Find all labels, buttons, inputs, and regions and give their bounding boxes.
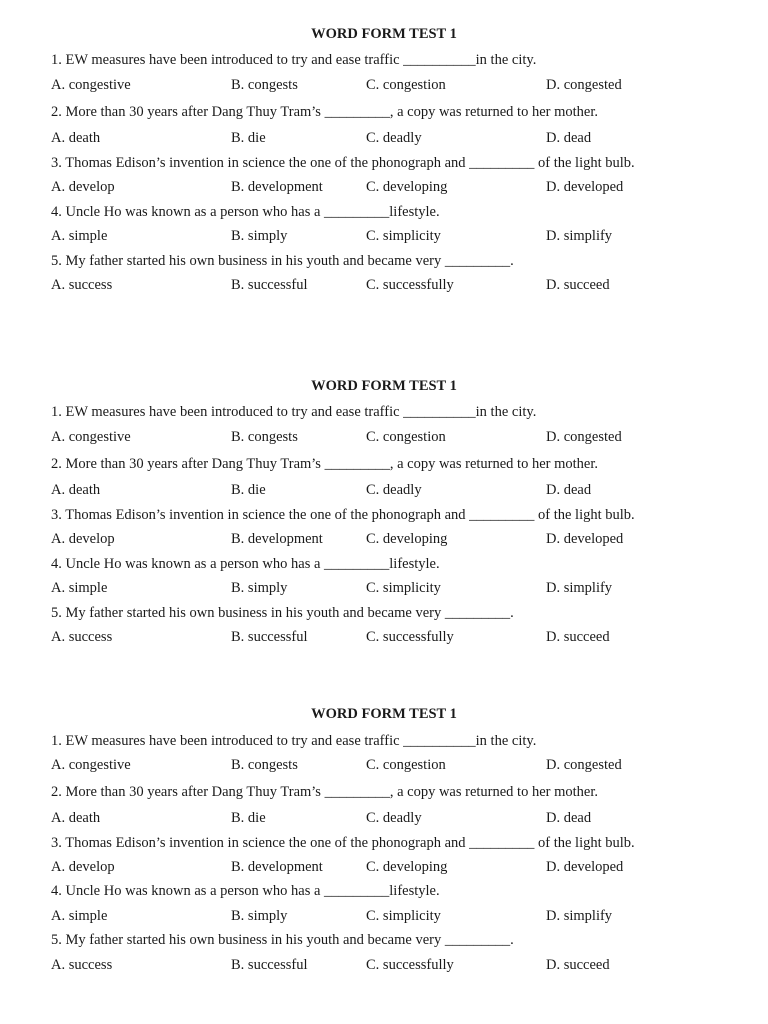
option-b: B. successful [231, 957, 308, 973]
option-c: C. developing [366, 531, 448, 547]
test-title: WORD FORM TEST 1 [311, 378, 457, 394]
question-3: 3. Thomas Edison’s invention in science the one of the phonograph and _________ of the light bulb. [51, 835, 635, 851]
option-b: B. simply [231, 228, 288, 244]
option-b: B. development [231, 531, 323, 547]
option-b: B. die [231, 482, 266, 498]
option-b: B. die [231, 810, 266, 826]
option-a: A. simple [51, 580, 108, 596]
option-c: C. simplicity [366, 580, 441, 596]
option-a: A. simple [51, 228, 108, 244]
question-1: 1. EW measures have been introduced to try and ease traffic __________in the city. [51, 404, 537, 420]
option-c: C. developing [366, 179, 448, 195]
option-a: A. congestive [51, 757, 131, 773]
question-5: 5. My father started his own business in his youth and became very _________. [51, 253, 514, 269]
option-d: D. developed [546, 859, 624, 875]
question-2: 2. More than 30 years after Dang Thuy Tram’s _________, a copy was returned to her mother. [51, 456, 598, 472]
option-d: D. developed [546, 531, 624, 547]
option-d: D. simplify [546, 228, 613, 244]
option-b: B. congests [231, 77, 298, 93]
option-b: B. simply [231, 908, 288, 924]
option-b: B. development [231, 859, 323, 875]
option-d: D. developed [546, 179, 624, 195]
option-b: B. successful [231, 629, 308, 645]
option-a: A. develop [51, 179, 115, 195]
option-b: B. die [231, 130, 266, 146]
option-a: A. develop [51, 859, 115, 875]
option-d: D. succeed [546, 957, 610, 973]
option-d: D. simplify [546, 908, 613, 924]
option-d: D. congested [546, 757, 622, 773]
option-d: D. congested [546, 429, 622, 445]
question-5: 5. My father started his own business in his youth and became very _________. [51, 605, 514, 621]
option-a: A. death [51, 810, 101, 826]
question-5: 5. My father started his own business in his youth and became very _________. [51, 932, 514, 948]
option-d: D. succeed [546, 629, 610, 645]
option-d: D. succeed [546, 277, 610, 293]
option-a: A. congestive [51, 77, 131, 93]
option-a: A. death [51, 130, 101, 146]
question-4: 4. Uncle Ho was known as a person who has a _________lifestyle. [51, 883, 440, 899]
question-2: 2. More than 30 years after Dang Thuy Tram’s _________, a copy was returned to her mother. [51, 104, 598, 120]
question-3: 3. Thomas Edison’s invention in science the one of the phonograph and _________ of the light bulb. [51, 507, 635, 523]
option-c: C. congestion [366, 77, 446, 93]
option-d: D. dead [546, 130, 592, 146]
option-a: A. simple [51, 908, 108, 924]
option-d: D. congested [546, 77, 622, 93]
option-b: B. successful [231, 277, 308, 293]
option-c: C. deadly [366, 482, 422, 498]
option-c: C. congestion [366, 429, 446, 445]
option-a: A. congestive [51, 429, 131, 445]
option-a: A. success [51, 629, 113, 645]
question-4: 4. Uncle Ho was known as a person who has a _________lifestyle. [51, 204, 440, 220]
option-c: C. developing [366, 859, 448, 875]
option-a: A. develop [51, 531, 115, 547]
test-title: WORD FORM TEST 1 [311, 706, 457, 722]
option-c: C. deadly [366, 130, 422, 146]
option-b: B. congests [231, 757, 298, 773]
option-c: C. simplicity [366, 228, 441, 244]
option-c: C. congestion [366, 757, 446, 773]
option-c: C. successfully [366, 277, 454, 293]
option-a: A. death [51, 482, 101, 498]
question-1: 1. EW measures have been introduced to try and ease traffic __________in the city. [51, 52, 537, 68]
question-3: 3. Thomas Edison’s invention in science the one of the phonograph and _________ of the light bulb. [51, 155, 635, 171]
question-4: 4. Uncle Ho was known as a person who has a _________lifestyle. [51, 556, 440, 572]
option-d: D. dead [546, 482, 592, 498]
option-c: C. deadly [366, 810, 422, 826]
test-title: WORD FORM TEST 1 [311, 26, 457, 42]
question-2: 2. More than 30 years after Dang Thuy Tram’s _________, a copy was returned to her mother. [51, 784, 598, 800]
option-d: D. dead [546, 810, 592, 826]
option-a: A. success [51, 957, 113, 973]
option-b: B. development [231, 179, 323, 195]
option-a: A. success [51, 277, 113, 293]
option-d: D. simplify [546, 580, 613, 596]
option-c: C. simplicity [366, 908, 441, 924]
option-c: C. successfully [366, 957, 454, 973]
option-b: B. congests [231, 429, 298, 445]
question-1: 1. EW measures have been introduced to try and ease traffic __________in the city. [51, 733, 537, 749]
option-c: C. successfully [366, 629, 454, 645]
option-b: B. simply [231, 580, 288, 596]
